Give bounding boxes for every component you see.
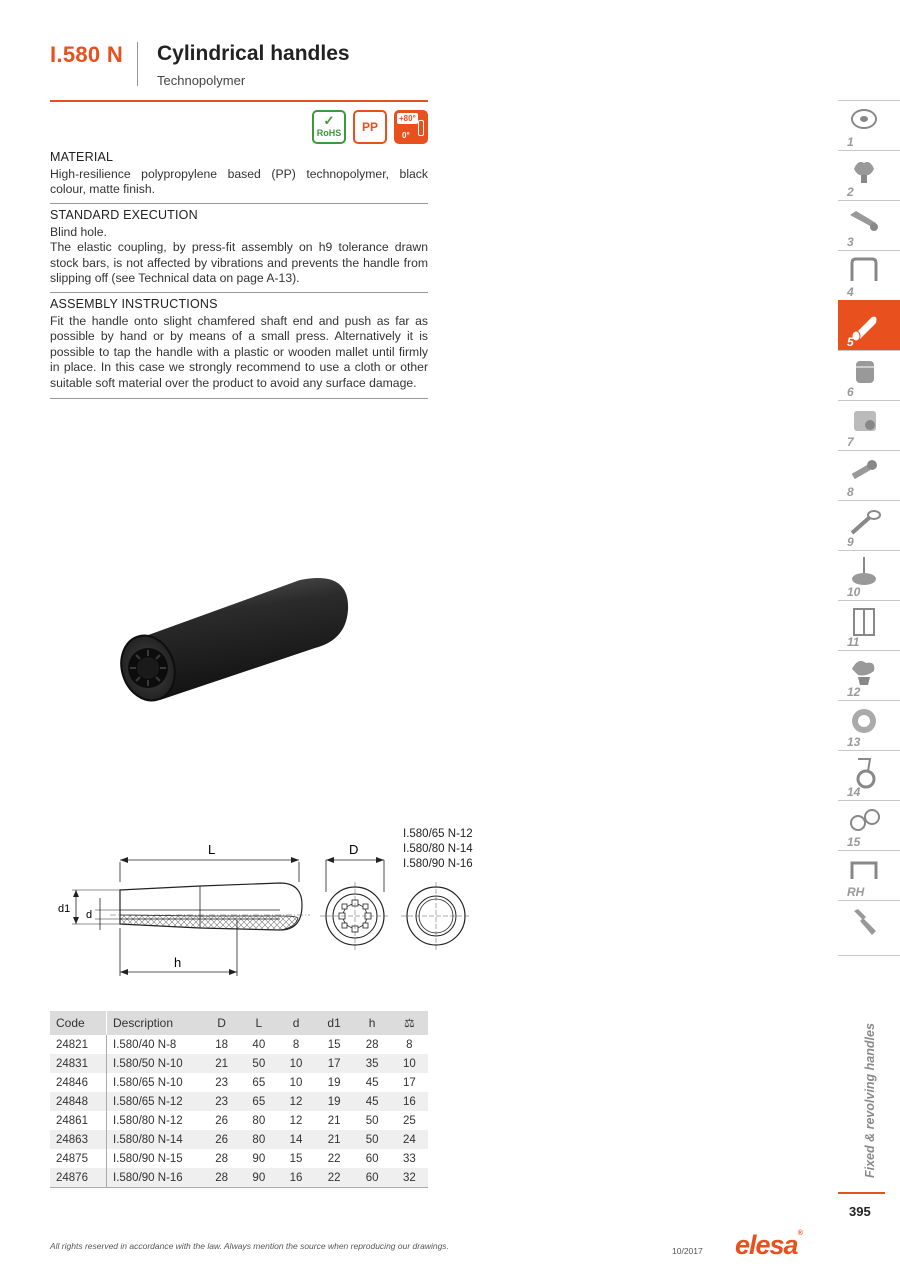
cell-d: 16: [277, 1168, 314, 1188]
cell-weight: 32: [391, 1168, 428, 1188]
cell-l: 50: [240, 1054, 277, 1073]
sidebar-tab-number: 6: [847, 385, 854, 399]
sidebar-tab-5[interactable]: [838, 300, 900, 350]
revision-date: 10/2017: [672, 1246, 703, 1256]
cell-h: 45: [365, 1076, 379, 1089]
sidebar-tab-RH[interactable]: [838, 850, 900, 900]
cell-d1: 19: [315, 1092, 354, 1111]
section-label: Fixed & revolving handles: [863, 1023, 877, 1178]
cell-code: 24863: [50, 1130, 107, 1149]
page-number: 395: [849, 1204, 871, 1219]
sidebar-tab-number: 5: [847, 335, 854, 349]
cell-l: 65: [252, 1076, 266, 1089]
header-d: d: [277, 1011, 314, 1035]
cell-d: 26: [203, 1130, 240, 1149]
table-row: [50, 1035, 428, 1054]
sidebar-tab-number: 9: [847, 535, 854, 549]
sidebar-tab-8[interactable]: [838, 450, 900, 500]
section-divider: [50, 203, 428, 204]
cell-description: I.580/80 N-14: [107, 1130, 204, 1149]
sidebar-tab-number: 7: [847, 435, 854, 449]
cell-d: 23: [203, 1092, 240, 1111]
category-sidebar: [838, 100, 900, 950]
sidebar-tab-13[interactable]: [838, 700, 900, 750]
page-number-rule: [838, 1192, 885, 1194]
cell-d1: 22: [315, 1168, 354, 1188]
standard-execution-section: [50, 208, 428, 287]
cell-l: 65: [240, 1092, 277, 1111]
cell-l: 90: [252, 1152, 266, 1165]
cell-code: 24831: [50, 1054, 107, 1073]
dimension-h-label: h: [174, 955, 182, 970]
cell-h: 50: [365, 1114, 379, 1127]
cell-weight: 10: [391, 1054, 428, 1073]
cell-d1: 17: [315, 1054, 354, 1073]
cell-weight: 16: [391, 1092, 428, 1111]
cell-description: I.580/90 N-16: [107, 1168, 204, 1188]
table-row: [50, 1092, 428, 1111]
cell-d: 21: [203, 1054, 240, 1073]
cell-weight: 24: [391, 1130, 428, 1149]
variant-label: I.580/80 N-14: [403, 843, 473, 855]
cell-d: 8: [292, 1038, 300, 1051]
sidebar-tab-number: 3: [847, 235, 854, 249]
sidebar-tab-number: 2: [847, 185, 854, 199]
cell-d: 28: [203, 1168, 240, 1188]
check-icon: ✓: [323, 113, 335, 128]
variant-label: I.580/65 N-12: [403, 828, 473, 840]
sidebar-tab-number: 1: [847, 135, 854, 149]
cell-d1: 22: [327, 1152, 341, 1165]
table-row: [50, 1111, 428, 1130]
sidebar-tab-7[interactable]: [838, 400, 900, 450]
table-row: [50, 1168, 428, 1188]
sidebar-divider: [838, 955, 900, 956]
table-row: [50, 1130, 428, 1149]
cell-d1: 21: [327, 1114, 341, 1127]
header-code: Code: [50, 1011, 107, 1035]
sidebar-tab-tools[interactable]: [838, 900, 900, 950]
table-row: [50, 1054, 428, 1073]
cell-code: 24875: [56, 1152, 88, 1165]
cell-d: 14: [277, 1130, 314, 1149]
cell-d: 10: [277, 1054, 314, 1073]
cell-code: 24848: [50, 1092, 107, 1111]
cell-h: 60: [354, 1168, 391, 1188]
sidebar-tab-number: 14: [847, 785, 861, 799]
cell-d: 18: [215, 1038, 228, 1051]
cell-d1: 21: [315, 1130, 354, 1149]
cell-weight: 25: [402, 1114, 416, 1127]
sidebar-tab-4[interactable]: [838, 250, 900, 300]
sidebar-tab-number: RH: [847, 885, 865, 899]
sidebar-tab-12[interactable]: [838, 650, 900, 700]
cell-d1: 19: [327, 1076, 341, 1089]
cell-d: 15: [289, 1152, 303, 1165]
cell-code: 24846: [56, 1076, 88, 1089]
pp-badge: PP: [353, 110, 387, 144]
sidebar-tab-number: 13: [847, 735, 861, 749]
badge-row: [312, 110, 428, 144]
cell-description: I.580/50 N-10: [107, 1054, 204, 1073]
header-rule: [50, 100, 428, 102]
sidebar-tab-1[interactable]: [838, 100, 900, 150]
title-separator: [137, 42, 138, 86]
dimension-L-label: L: [208, 842, 216, 857]
assembly-text: Fit the handle onto slight chamfered shaft end and push as far as possible by hand or by means of a small press. Alternatively it is possible to tap the handle with a plastic or wooden mallet until firmly in place. In this case we strongly recommend to use a cloth or other suitable soft material over the product to avoid any surface damage.: [50, 313, 428, 390]
cell-l: 40: [252, 1038, 266, 1051]
product-photo: [100, 560, 360, 730]
table-row: [50, 1073, 428, 1092]
cell-h: 35: [354, 1054, 391, 1073]
cell-weight: 17: [402, 1076, 416, 1089]
temperature-badge: +80° 0°: [394, 110, 428, 144]
sidebar-tab-number: 8: [847, 485, 854, 499]
wrench-icon: [846, 905, 884, 941]
variant-label: I.580/90 N-16: [403, 858, 473, 870]
cell-d: 28: [215, 1152, 228, 1165]
header-D: D: [203, 1011, 240, 1035]
sidebar-tab-2[interactable]: [838, 150, 900, 200]
rohs-badge: ✓ RoHS: [312, 110, 346, 144]
material-text: High-resilience polypropylene based (PP) technopolymer, black colour, matte finish.: [50, 166, 428, 196]
header-description: Description: [107, 1011, 204, 1035]
sidebar-tab-14[interactable]: [838, 750, 900, 800]
cell-code: 24861: [56, 1114, 88, 1127]
dimensions-table: [50, 1011, 428, 1188]
cell-h: 45: [354, 1092, 391, 1111]
cell-description: I.580/65 N-10: [107, 1073, 204, 1092]
sidebar-tab-number: 11: [847, 635, 860, 649]
cell-l: 80: [252, 1114, 266, 1127]
assembly-heading: ASSEMBLY INSTRUCTIONS: [50, 297, 218, 311]
sidebar-tab-11[interactable]: [838, 600, 900, 650]
cell-code: 24821: [56, 1038, 88, 1051]
cell-code: 24876: [50, 1168, 107, 1188]
sidebar-tab-9[interactable]: [838, 500, 900, 550]
cell-d1: 15: [327, 1038, 341, 1051]
page-title: Cylindrical handles: [157, 42, 350, 65]
cell-l: 90: [240, 1168, 277, 1188]
dimension-d1-label: d1: [58, 903, 71, 915]
sidebar-tab-number: 10: [847, 585, 861, 599]
standard-execution-text-1: Blind hole.: [50, 224, 107, 239]
cell-d: 23: [215, 1076, 228, 1089]
weight-icon: ⚖: [391, 1011, 428, 1035]
material-heading: MATERIAL: [50, 150, 114, 164]
elesa-logo: elesa®: [735, 1230, 802, 1260]
cell-d: 12: [277, 1092, 314, 1111]
product-code: I.580 N: [50, 42, 124, 67]
dimension-D-label: D: [349, 842, 359, 857]
page-subtitle: Technopolymer: [157, 73, 246, 88]
material-section: [50, 150, 428, 198]
cell-h: 50: [354, 1130, 391, 1149]
thermometer-icon: [418, 120, 424, 136]
cell-d: 10: [289, 1076, 303, 1089]
variant-list: [403, 827, 473, 872]
cell-description: I.580/40 N-8: [107, 1035, 204, 1054]
cell-weight: 33: [402, 1152, 416, 1165]
table-header-row: [50, 1011, 428, 1035]
copyright-note: All rights reserved in accordance with the law. Always mention the source when reproducing our drawings.: [50, 1241, 449, 1251]
cell-weight: 8: [406, 1038, 413, 1051]
dimension-d-label: d: [86, 909, 93, 921]
header-d1: d1: [315, 1011, 354, 1035]
sidebar-tab-6[interactable]: [838, 350, 900, 400]
standard-execution-heading: STANDARD EXECUTION: [50, 208, 198, 222]
table-row: [50, 1149, 428, 1168]
header-h: h: [354, 1011, 391, 1035]
cell-h: 60: [365, 1152, 379, 1165]
cell-h: 28: [365, 1038, 379, 1051]
cell-d: 26: [215, 1114, 228, 1127]
sidebar-tab-3[interactable]: [838, 200, 900, 250]
cell-d: 12: [289, 1114, 303, 1127]
sidebar-tab-10[interactable]: [838, 550, 900, 600]
cell-l: 80: [240, 1130, 277, 1149]
sidebar-tab-number: 12: [847, 685, 861, 699]
standard-execution-text-2: The elastic coupling, by press-fit assembly on h9 tolerance drawn stock bars, is not affected by vibrations and prevents the handle from slipping off (see Technical data on page A-13).: [50, 240, 428, 285]
cell-description: I.580/65 N-12: [107, 1092, 204, 1111]
cell-description: I.580/80 N-12: [107, 1111, 204, 1130]
cell-description: I.580/90 N-15: [107, 1149, 204, 1168]
sidebar-tab-number: 4: [847, 285, 854, 299]
section-divider: [50, 398, 428, 399]
header-L: L: [240, 1011, 277, 1035]
assembly-section: [50, 297, 428, 391]
sidebar-tab-15[interactable]: [838, 800, 900, 850]
section-divider: [50, 292, 428, 293]
sidebar-tab-number: 15: [847, 835, 861, 849]
